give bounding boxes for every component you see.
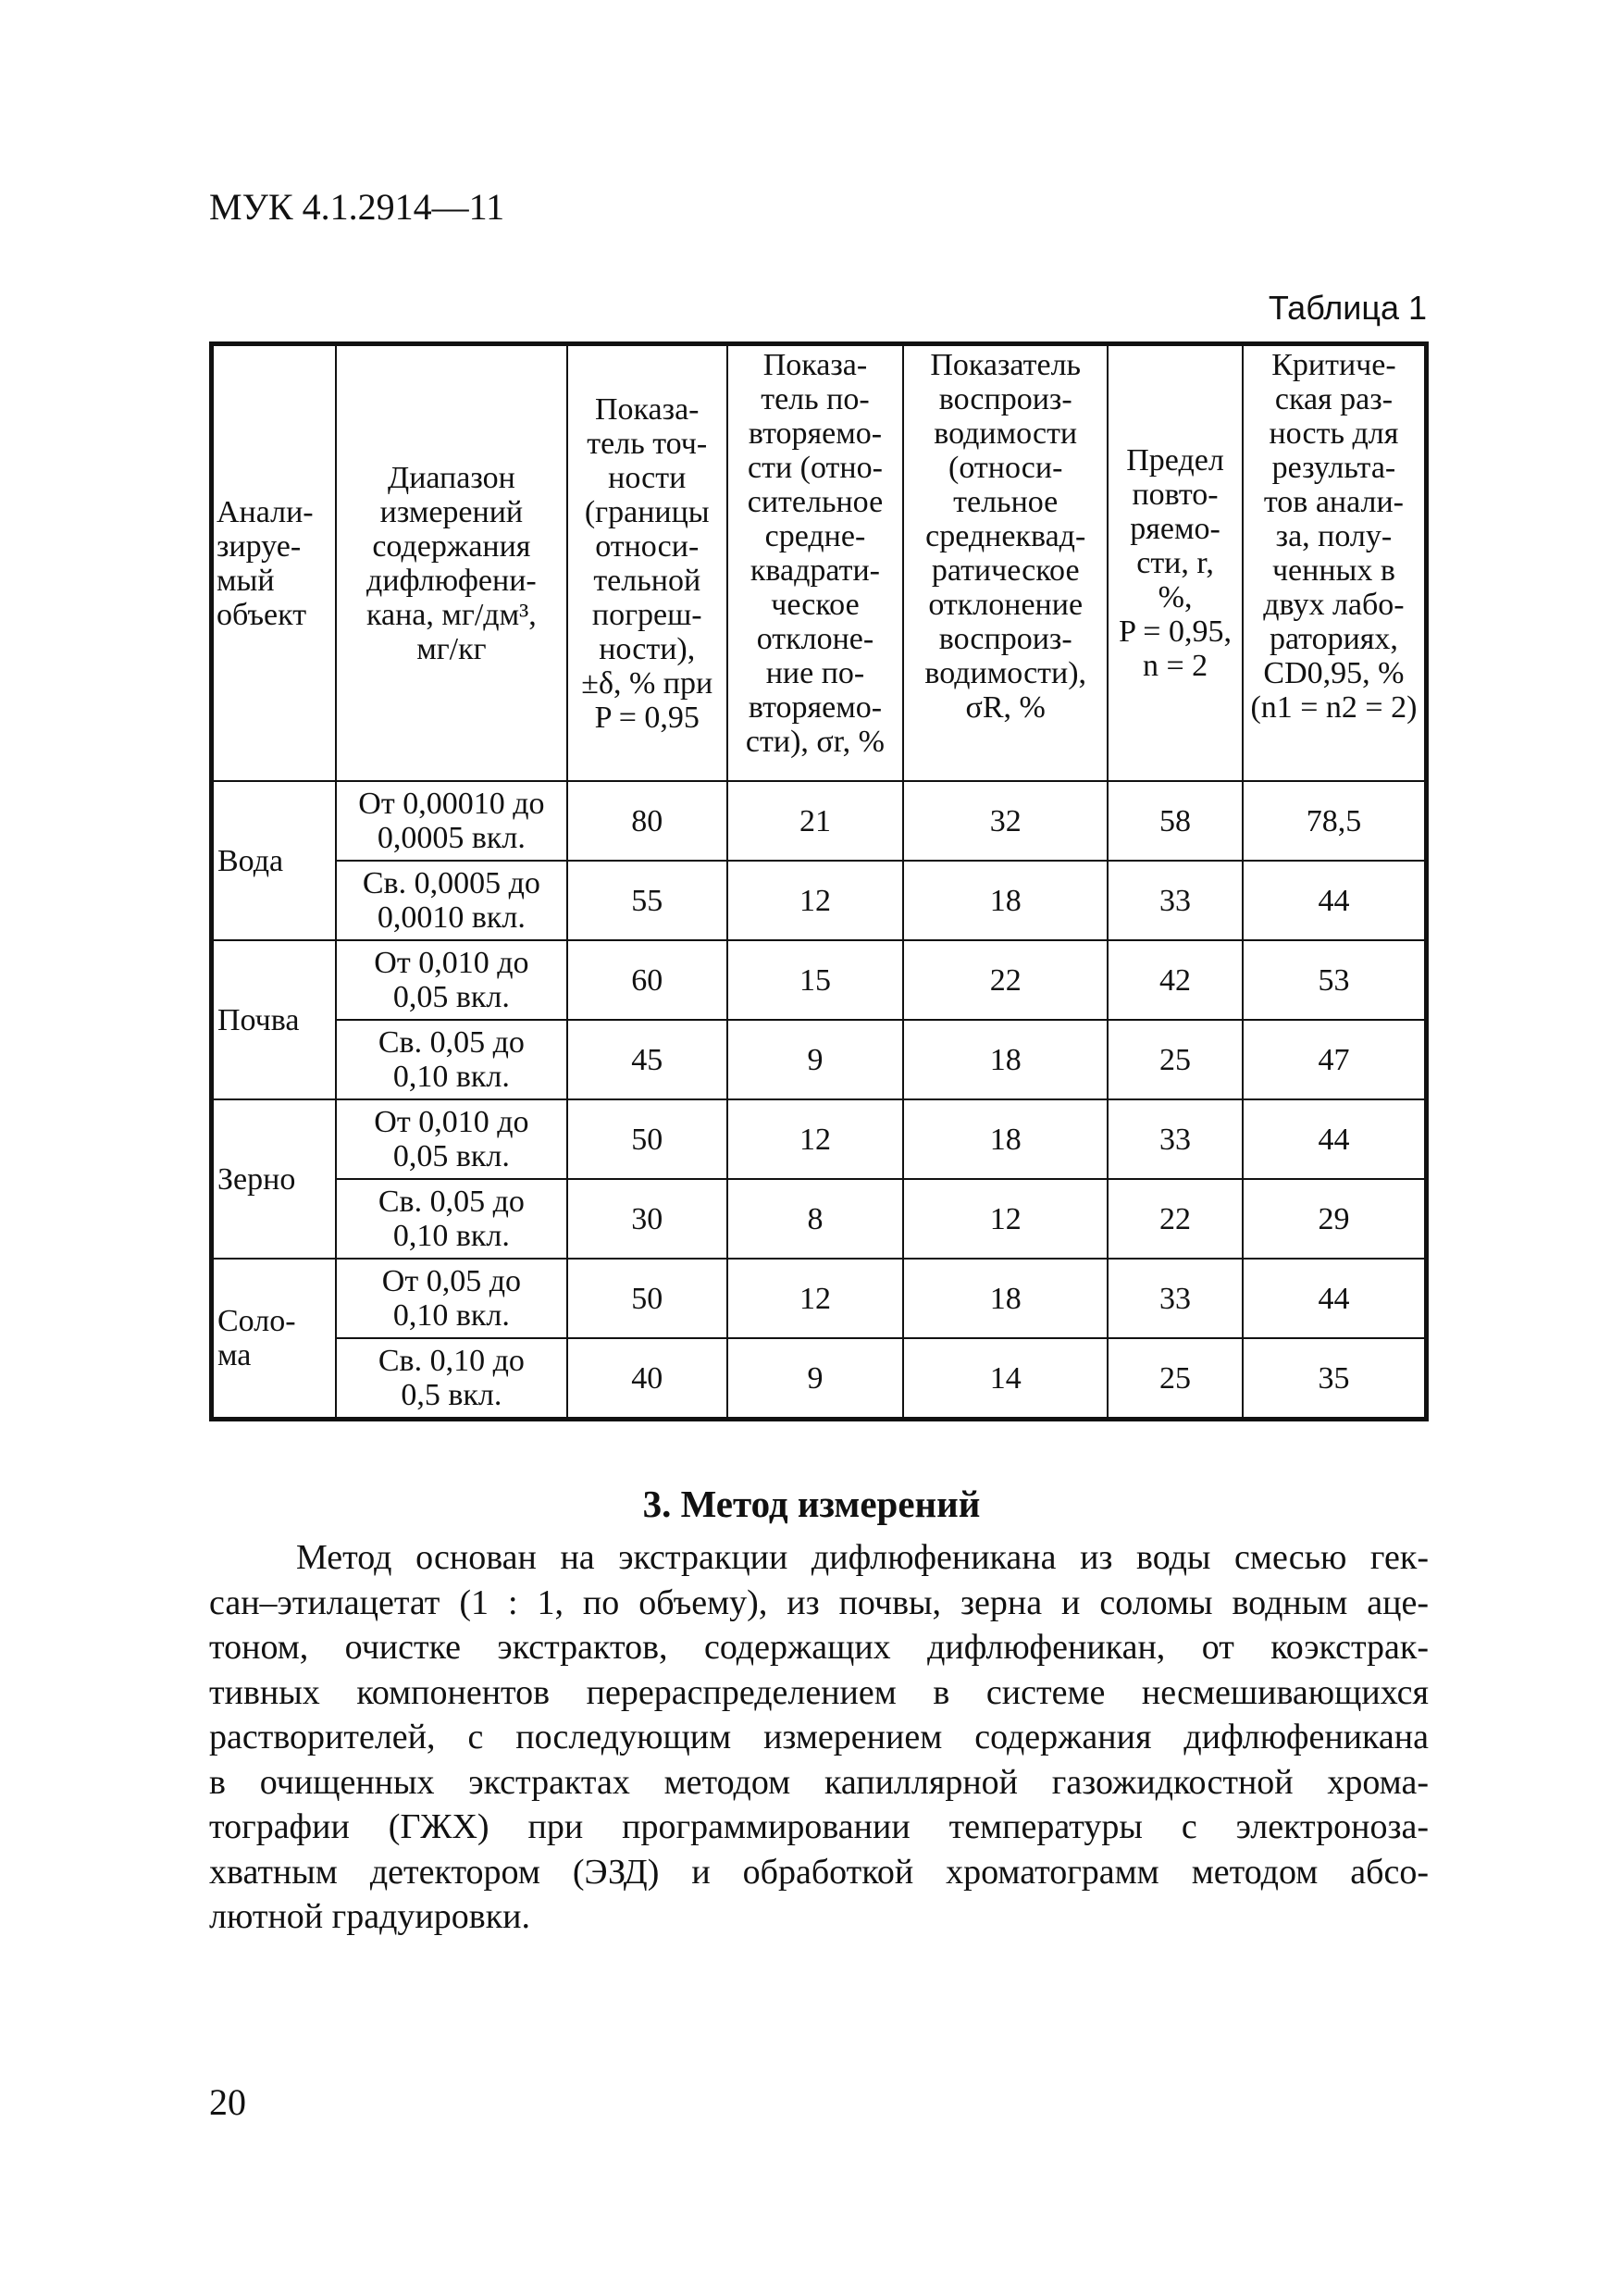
value-cell: 35 [1243, 1338, 1427, 1420]
value-cell: 44 [1243, 1259, 1427, 1338]
column-header-line: σR, % [965, 690, 1046, 725]
column-header [1108, 344, 1243, 782]
column-header-line: (границы [584, 494, 710, 529]
column-header-line: Анали- [217, 494, 314, 529]
column-header-line: P = 0,95 [594, 700, 700, 735]
column-header-line: %, [1158, 580, 1193, 614]
range-cell [336, 940, 567, 1020]
value-cell: 40 [567, 1338, 727, 1420]
column-header-line: за, полу- [1275, 519, 1393, 553]
column-header-line: содержания [372, 528, 531, 564]
column-header-line: водимости), [924, 656, 1087, 690]
range-line: Св. 0,0005 до [362, 866, 540, 900]
range-line: 0,10 вкл. [392, 1298, 510, 1333]
column-header-line: вторяемо- [748, 690, 883, 725]
column-header [212, 344, 337, 782]
column-header-line: зируе- [217, 528, 302, 564]
value-cell: 58 [1108, 781, 1243, 861]
table-row [212, 1020, 1427, 1099]
range-line: От 0,05 до [381, 1264, 521, 1298]
range-line: Св. 0,10 до [378, 1344, 525, 1378]
object-cell [212, 1259, 337, 1420]
column-header-line: повто- [1132, 478, 1219, 512]
column-header-line: объект [217, 597, 307, 632]
range-cell [336, 1099, 567, 1179]
value-cell: 44 [1243, 861, 1427, 940]
column-header-line: мый [217, 563, 275, 598]
value-cell: 18 [903, 1259, 1108, 1338]
value-cell: 32 [903, 781, 1108, 861]
column-header-line: сти), σr, % [745, 725, 885, 759]
column-header-line: (относи- [948, 451, 1063, 485]
paragraph-line: тивных компонентов перераспределением в системе несмешивающихся [209, 1672, 1429, 1712]
value-cell: 25 [1108, 1020, 1243, 1099]
results-table [209, 341, 1429, 1421]
column-header-line: отклонение [928, 588, 1084, 622]
value-cell: 53 [1243, 940, 1427, 1020]
value-cell: 22 [903, 940, 1108, 1020]
value-cell: 33 [1108, 1259, 1243, 1338]
column-header [567, 344, 727, 782]
value-cell: 18 [903, 861, 1108, 940]
value-cell: 47 [1243, 1020, 1427, 1099]
value-cell: 33 [1108, 861, 1243, 940]
table-row [212, 1099, 1427, 1179]
paragraph-line: хватным детектором (ЭЗД) и обработкой хроматограмм методом абсо- [209, 1852, 1429, 1892]
column-header-line: двух лабо- [1263, 588, 1405, 622]
object-label: Зерно [217, 1161, 296, 1197]
column-header-line: среднеквад- [925, 519, 1086, 553]
value-cell: 44 [1243, 1099, 1427, 1179]
value-cell: 33 [1108, 1099, 1243, 1179]
value-cell: 50 [567, 1259, 727, 1338]
column-header-line: ряемо- [1130, 512, 1220, 546]
column-header-line: (n1 = n2 = 2) [1250, 690, 1418, 725]
value-cell: 30 [567, 1179, 727, 1259]
column-header-line: Показа- [594, 391, 700, 427]
range-line: 0,10 вкл. [392, 1219, 510, 1253]
value-cell: 80 [567, 781, 727, 861]
table-row [212, 1338, 1427, 1420]
value-cell: 42 [1108, 940, 1243, 1020]
value-cell: 60 [567, 940, 727, 1020]
object-cell [212, 1099, 337, 1259]
value-cell: 8 [727, 1179, 904, 1259]
column-header [336, 344, 567, 782]
paragraph-line: сан–этилацетат (1 : 1, по объему), из почвы, зерна и соломы водным аце- [209, 1582, 1429, 1622]
value-cell: 14 [903, 1338, 1108, 1420]
column-header-line: квадрати- [750, 553, 881, 588]
column-header-line: водимости [934, 416, 1078, 451]
value-cell: 18 [903, 1020, 1108, 1099]
value-cell: 9 [727, 1020, 904, 1099]
range-cell [336, 1020, 567, 1099]
column-header [903, 344, 1108, 782]
column-header-line: ±δ, % при [581, 665, 713, 701]
value-cell: 9 [727, 1338, 904, 1420]
table-row [212, 940, 1427, 1020]
column-header-line: тель по- [761, 382, 870, 416]
range-line: 0,5 вкл. [401, 1378, 502, 1412]
paragraph-line: в очищенных экстрактах методом капиллярной газожидкостной хрома- [209, 1762, 1429, 1802]
range-line: От 0,010 до [374, 1105, 529, 1139]
value-cell: 21 [727, 781, 904, 861]
value-cell: 12 [727, 1099, 904, 1179]
document-code: МУК 4.1.2914—11 [209, 186, 505, 228]
range-line: Св. 0,05 до [378, 1185, 525, 1219]
column-header-line: тельное [953, 485, 1059, 519]
range-line: 0,05 вкл. [392, 980, 510, 1014]
column-header-line: Показатель [930, 348, 1082, 382]
column-header [727, 344, 904, 782]
table-caption: Таблица 1 [1268, 289, 1427, 327]
paragraph-line: Метод основан на экстракции дифлюфеникана из воды смесью гек- [296, 1538, 1429, 1577]
column-header-line: n = 2 [1142, 649, 1208, 683]
value-cell: 29 [1243, 1179, 1427, 1259]
value-cell: 18 [903, 1099, 1108, 1179]
column-header-line: ности [608, 460, 687, 495]
section-title: 3. Метод измерений [642, 1483, 981, 1525]
table-header-row [212, 344, 1427, 782]
column-header-line: Диапазон [388, 460, 515, 495]
range-line: 0,05 вкл. [392, 1139, 510, 1173]
column-header-line: относи- [595, 528, 700, 564]
table-body [212, 781, 1427, 1420]
value-cell: 12 [903, 1179, 1108, 1259]
range-cell [336, 1259, 567, 1338]
value-cell: 12 [727, 861, 904, 940]
column-header-line: ние по- [765, 656, 865, 690]
range-line: Св. 0,05 до [378, 1025, 525, 1060]
range-cell [336, 781, 567, 861]
range-line: От 0,00010 до [358, 787, 545, 821]
column-header-line: ченных в [1271, 553, 1395, 588]
section-paragraph [209, 1535, 1429, 1940]
value-cell: 50 [567, 1099, 727, 1179]
column-header-line: мг/кг [416, 631, 487, 666]
column-header-line: кана, мг/дм³, [365, 597, 537, 632]
object-label: Соло- [217, 1304, 296, 1338]
table-row [212, 1259, 1427, 1338]
paragraph-line: тоном, очистке экстрактов, содержащих дифлюфеникан, от коэкстрак- [209, 1628, 1429, 1667]
table-row [212, 781, 1427, 861]
range-cell [336, 1179, 567, 1259]
column-header-line: сти (отно- [748, 451, 883, 485]
value-cell: 22 [1108, 1179, 1243, 1259]
column-header-line: сительное [747, 485, 884, 519]
table-row [212, 1179, 1427, 1259]
column-header-line: отклоне- [756, 622, 874, 656]
column-header-line: погреш- [591, 597, 702, 632]
paragraph-line: тографии (ГЖХ) при программировании температуры с электроноза- [209, 1807, 1429, 1846]
column-header-line: результа- [1271, 451, 1396, 485]
column-header-line: CD0,95, % [1263, 656, 1405, 690]
range-line: 0,0005 вкл. [377, 821, 526, 855]
value-cell: 15 [727, 940, 904, 1020]
column-header-line: ческое [771, 588, 860, 622]
table-row [212, 861, 1427, 940]
column-header-line: тель точ- [587, 426, 708, 461]
column-header-line: воспроиз- [938, 382, 1072, 416]
column-header-line: ность для [1269, 416, 1399, 451]
value-cell: 12 [727, 1259, 904, 1338]
object-label: Вода [217, 843, 284, 878]
value-cell: 55 [567, 861, 727, 940]
column-header-line: раториях, [1269, 622, 1398, 656]
column-header-line: ности), [599, 631, 696, 666]
range-line: 0,10 вкл. [392, 1060, 510, 1094]
value-cell: 45 [567, 1020, 727, 1099]
column-header-line: тельной [593, 563, 701, 598]
column-header-line: сти, r, [1136, 546, 1214, 580]
column-header-line: дифлюфени- [366, 563, 537, 598]
paragraph-line: лютной градуировки. [209, 1897, 530, 1936]
object-cell [212, 781, 337, 940]
column-header-line: измерений [379, 494, 524, 529]
object-cell [212, 940, 337, 1099]
column-header-line: ратическое [931, 553, 1080, 588]
paragraph-line: растворителей, с последующим измерением содержания дифлюфеникана [209, 1718, 1429, 1756]
column-header-line: Предел [1126, 443, 1224, 478]
column-header-line: тов анали- [1263, 485, 1404, 519]
value-cell: 78,5 [1243, 781, 1427, 861]
column-header [1243, 344, 1427, 782]
column-header-line: Критиче- [1271, 348, 1396, 382]
column-header-line: ская раз- [1274, 382, 1394, 416]
object-label: Почва [217, 1002, 300, 1037]
range-line: От 0,010 до [374, 946, 529, 980]
column-header-line: вторяемо- [748, 416, 883, 451]
object-label: ма [217, 1338, 252, 1372]
column-header-line: средне- [764, 519, 866, 553]
range-cell [336, 861, 567, 940]
range-line: 0,0010 вкл. [377, 900, 526, 935]
page-number: 20 [209, 2081, 246, 2123]
column-header-line: воспроиз- [938, 622, 1072, 656]
column-header-line: P = 0,95, [1119, 614, 1232, 649]
value-cell: 25 [1108, 1338, 1243, 1420]
range-cell [336, 1338, 567, 1420]
column-header-line: Показа- [762, 348, 868, 382]
